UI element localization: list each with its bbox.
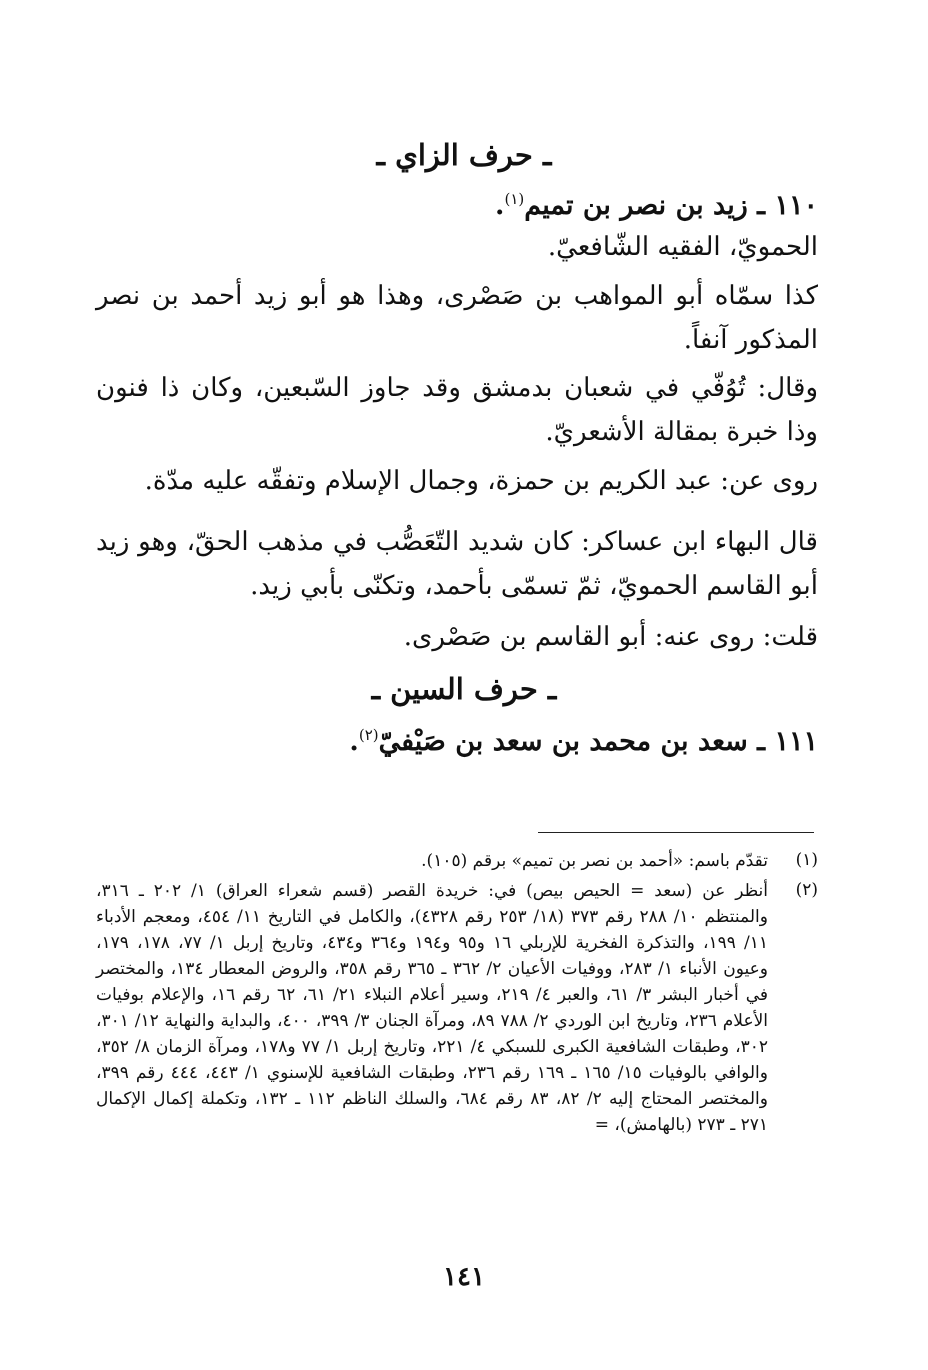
footnote-1-text: تقدّم باسم: «أحمد بن نصر بن تميم» برقم (١٠٥).	[421, 851, 768, 871]
footnote-ref-1[interactable]: (١)	[504, 190, 525, 208]
entry-110-heading	[495, 190, 818, 221]
entry-110-title: ١١٠ ـ زيد بن نصر بن تميم	[524, 190, 818, 221]
entry-110-paragraph-naming: كذا سمّاه أبو المواهب بن صَصْرى، وهذا هو أبو زيد أحمد بن نصر المذكور آنفاً.	[96, 281, 818, 355]
footnote-2-text: أنظر عن (سعد = الحيص بيص) في: خريدة القصر (قسم شعراء العراق) ١/ ٢٠٢ ـ ٣١٦، والمنتظم ١٠/ ٢٨٨ رقم ٣٧٣ (١٨/ ٢٥٣ رقم ٤٣٢٨)، والكامل في التاريخ ١١/ ٤٥٤، ومعجم الأدباء ١١/ ١٩٩، والتذكرة الفخرية للإربلي ١٦ و٩٥ و١٩٤ و٣٦٤ و٤٣٤، وتاريخ إربل ١/ ٧٧، ١٧٨، ١٧٩، وعيون الأنباء ١/ ٢٨٣، ووفيات الأعيان ٢/ ٣٦٢ ـ ٣٦٥ رقم ٣٥٨، والروض المعطار ١٣٤، والمختصر في أخبار البشر ٣/ ٦١، والعبر ٤/ ٢١٩، وسير أعلام النبلاء ٢١/ ٦١، ٦٢ رقم ١٦، والإعلام بوفيات الأعلام ٢٣٦، وتاريخ ابن الوردي ٢/ ٧٨٨ ٨٩، ومرآة الجنان ٣/ ٣٩٩، ٤٠٠، والبداية والنهاية ١٢/ ٣٠١، ٣٠٢، وطبقات الشافعية الكبرى للسبكي ٤/ ٢٢١، وتاريخ إربل ١/ ٧٧ و١٧٨، ومرآة الزمان ٨/ ٣٥٢، والوافي بالوفيات ١٥/ ١٦٥ ـ ١٦٩ رقم ٢٣٦، وطبقات الشافعية للإسنوي ١/ ٤٤٣، ٤٤٤ رقم ٣٩٩، والمختصر المحتاج إليه ٢/ ٨٢، ٨٣ رقم ٦٨٤، والسلك الناظم ١١٢ ـ ١٣٢، وتكملة إكمال الإكمال ٢٧١ ـ ٢٧٣ (بالهامش)، =	[96, 881, 769, 1135]
entry-110-period: .	[495, 190, 505, 221]
entry-110-paragraph-author-note: قلت: روى عنه: أبو القاسم بن صَصْرى.	[403, 622, 818, 652]
page-number: ١٤١	[443, 1262, 485, 1292]
footnote-1-number: (١)	[795, 850, 818, 870]
entry-110-paragraph-death: وقال: تُوُفّي في شعبان بدمشق وقد جاوز السّبعين، وكان ذا فنون وذا خبرة بمقالة الأشعريّ.	[96, 373, 818, 447]
section-heading-zay: ـ حرف الزاي ـ	[376, 138, 552, 172]
footnote-2-number: (٢)	[795, 880, 818, 900]
entry-110-paragraph-narrated-from: روى عن: عبد الكريم بن حمزة، وجمال الإسلام وتفقّه عليه مدّة.	[144, 466, 818, 496]
footnote-ref-2[interactable]: (٢)	[358, 726, 379, 744]
entry-111-period: .	[349, 726, 359, 757]
entry-110-paragraph-ibn-asakir: قال البهاء ابن عساكر: كان شديد التّعَصُّب في مذهب الحقّ، وهو زيد أبو القاسم الحمويّ، ثمّ تسمّى بأحمد، وتكنّى بأبي زيد.	[96, 527, 818, 601]
entry-111-heading	[349, 726, 818, 757]
entry-111-title: ١١١ ـ سعد بن محمد بن سعد بن صَيْفيّ	[378, 726, 818, 757]
section-heading-sin: ـ حرف السين ـ	[371, 672, 557, 706]
entry-110-nisba: الحمويّ، الفقيه الشّافعيّ.	[547, 232, 818, 262]
footnote-separator	[538, 832, 814, 833]
